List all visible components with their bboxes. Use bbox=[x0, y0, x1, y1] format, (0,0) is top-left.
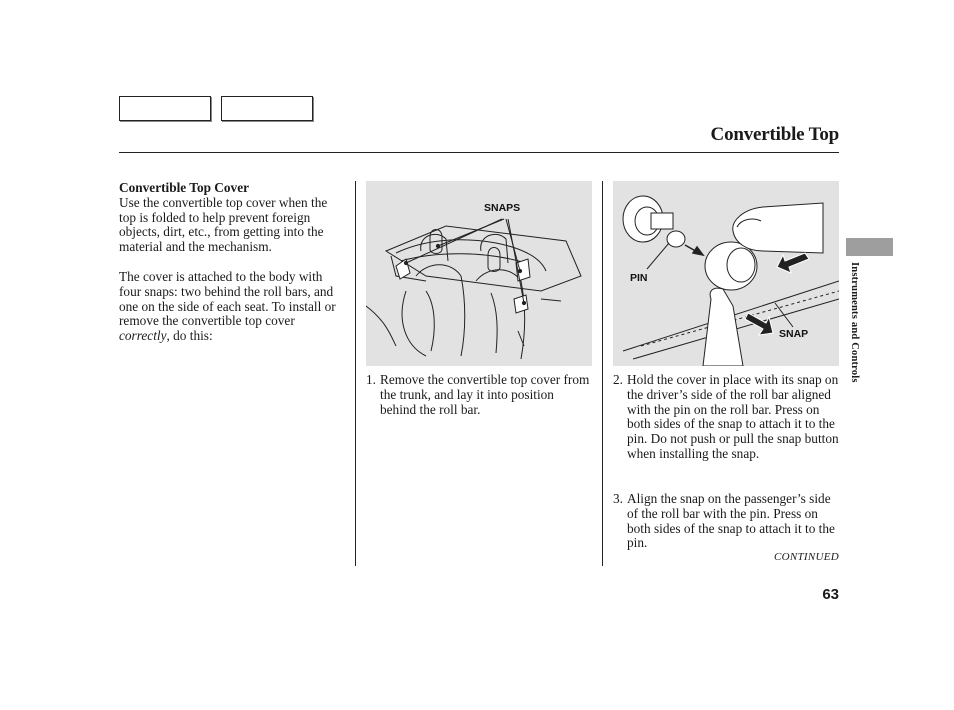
figure-snaps bbox=[366, 181, 592, 366]
intro-paragraph-2-text: The cover is attached to the body with four snaps: two behind the roll bars, and one on the side of each seat. To install or remove the convertible top cover bbox=[119, 268, 336, 329]
section-tab-label: Instruments and Controls bbox=[849, 262, 860, 383]
section-tab bbox=[846, 262, 866, 412]
nav-box-next[interactable] bbox=[221, 96, 313, 121]
intro-paragraph-2-end: , do this: bbox=[166, 328, 213, 344]
intro-paragraph-2 bbox=[119, 270, 341, 344]
step-text: Align the snap on the passenger’s side of the roll bar with the pin. Press on both sides of the snap to attach it to the pin. bbox=[627, 491, 835, 551]
continued-label: CONTINUED bbox=[773, 551, 839, 563]
section-tab-marker bbox=[846, 238, 893, 256]
figure-pin-snap bbox=[613, 181, 839, 366]
intro-paragraph-1: Use the convertible top cover when the top is folded to help prevent foreign objects, dirt, etc., from getting into the material and the mechanism. bbox=[119, 194, 328, 255]
step-number: 3. bbox=[613, 491, 623, 506]
intro-emphasis: correctly bbox=[119, 328, 167, 344]
title-rule bbox=[119, 152, 839, 153]
seat-illustration bbox=[366, 181, 592, 366]
column-divider bbox=[355, 181, 356, 566]
step-number: 2. bbox=[613, 372, 623, 387]
snaps-label: SNAPS bbox=[484, 202, 521, 214]
page-title: Convertible Top bbox=[710, 124, 839, 145]
step-number: 1. bbox=[366, 372, 376, 387]
intro-section bbox=[119, 181, 341, 344]
nav-box-previous[interactable] bbox=[119, 96, 211, 121]
column-divider bbox=[602, 181, 603, 566]
step-text: Hold the cover in place with its snap on the driver’s side of the roll bar aligned with the pin on the roll bar. Press on both sides of the snap to attach it to the pin. Do not push or pull the snap button when installing the snap. bbox=[627, 372, 839, 461]
pin-label: PIN bbox=[630, 272, 648, 284]
step-text: Remove the convertible top cover from the trunk, and lay it into position behind the roll bar. bbox=[380, 372, 590, 417]
section-heading: Convertible Top Cover bbox=[119, 180, 250, 195]
snap-label: SNAP bbox=[779, 328, 809, 340]
page-number: 63 bbox=[822, 586, 839, 603]
